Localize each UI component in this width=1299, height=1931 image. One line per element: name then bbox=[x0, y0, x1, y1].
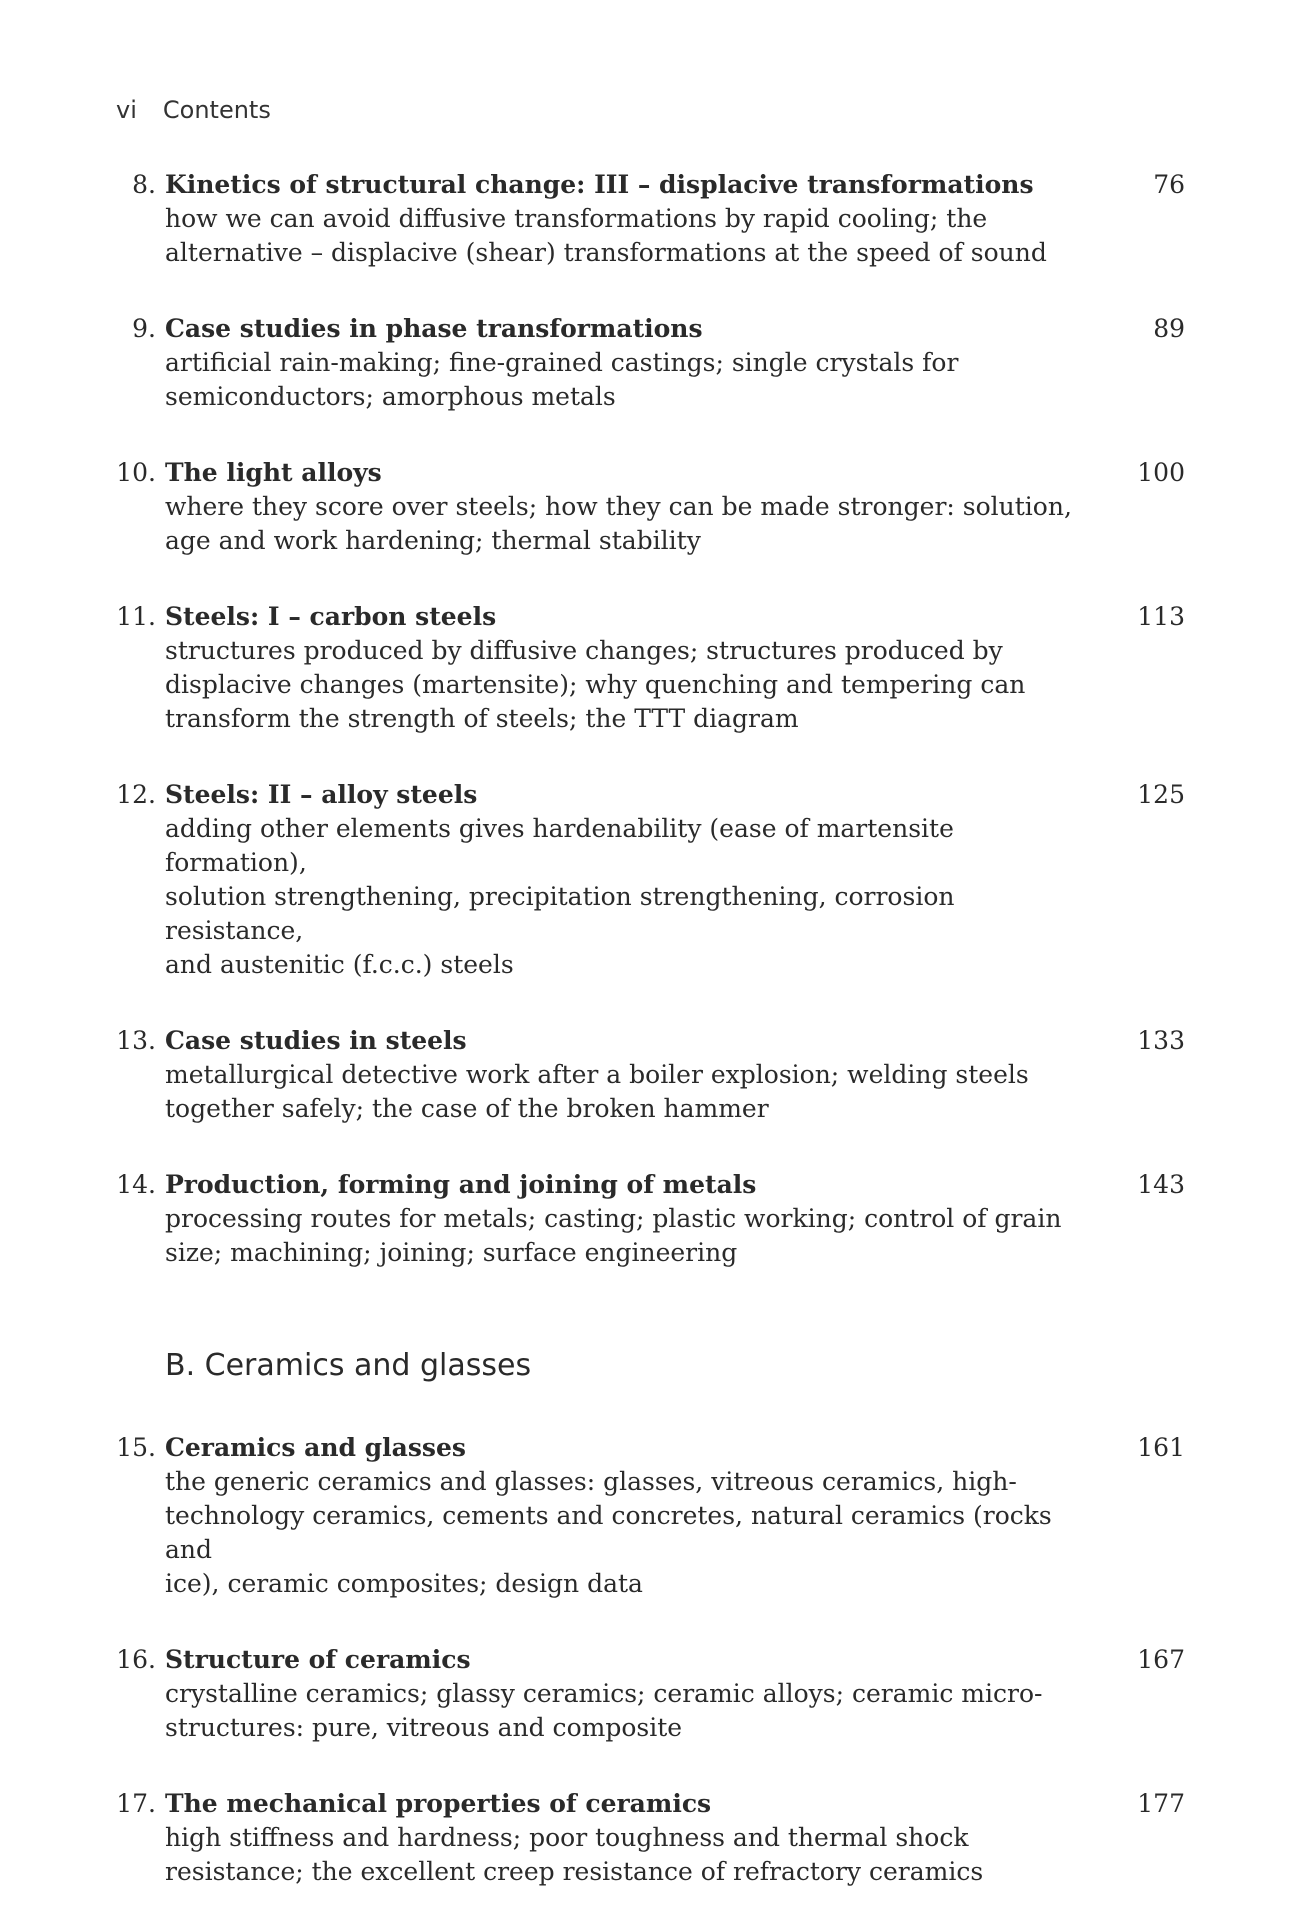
chapter-page-number: 143 bbox=[1137, 1170, 1185, 1199]
toc-entry bbox=[110, 1787, 1185, 1889]
chapter-description: structures produced by diffusive changes; structures produced by displacive changes (martensite); why quenching and tempering can transform the strength of steels; the TTT diagram bbox=[165, 636, 1026, 733]
toc-entry bbox=[110, 168, 1185, 270]
running-header bbox=[116, 96, 271, 124]
chapter-title: Case studies in steels bbox=[165, 1026, 467, 1055]
chapter-title: Production, forming and joining of metals bbox=[165, 1170, 757, 1199]
toc-entry bbox=[110, 1643, 1185, 1745]
chapter-description: processing routes for metals; casting; plastic working; control of grain size; machining; joining; surface engineering bbox=[165, 1204, 1062, 1267]
chapter-number: 17. bbox=[116, 1789, 156, 1818]
chapter-description: artificial rain-making; fine-grained castings; single crystals for semiconductors; amorphous metals bbox=[165, 348, 959, 411]
chapter-page-number: 113 bbox=[1137, 602, 1185, 631]
chapter-page-number: 100 bbox=[1137, 458, 1185, 487]
toc-entry bbox=[110, 1168, 1185, 1270]
chapter-page-number: 89 bbox=[1153, 314, 1185, 343]
chapter-description: crystalline ceramics; glassy ceramics; ceramic alloys; ceramic micro- structures: pure, vitreous and composite bbox=[165, 1679, 1043, 1742]
page-number: vi bbox=[116, 96, 137, 124]
chapter-description: adding other elements gives hardenability (ease of martensite formation), solution strengthening, precipitation strengthening, corrosion resistance, and austenitic (f.c.c.) steels bbox=[165, 814, 955, 979]
chapter-title: Case studies in phase transformations bbox=[165, 314, 703, 343]
chapter-page-number: 177 bbox=[1137, 1789, 1185, 1818]
chapter-page-number: 76 bbox=[1153, 170, 1185, 199]
toc-group-ceramics bbox=[110, 1431, 1185, 1889]
chapter-number: 16. bbox=[116, 1645, 156, 1674]
chapter-title: Structure of ceramics bbox=[165, 1645, 471, 1674]
chapter-number: 14. bbox=[116, 1170, 156, 1199]
chapter-number: 12. bbox=[116, 780, 156, 809]
chapter-page-number: 133 bbox=[1137, 1026, 1185, 1055]
toc-entry bbox=[110, 600, 1185, 736]
chapter-number: 9. bbox=[132, 314, 156, 343]
section-heading: B. Ceramics and glasses bbox=[165, 1348, 532, 1383]
toc-entry bbox=[110, 456, 1185, 558]
running-title: Contents bbox=[162, 96, 271, 124]
chapter-title: Steels: I – carbon steels bbox=[165, 602, 497, 631]
chapter-page-number: 167 bbox=[1137, 1645, 1185, 1674]
chapter-title: Ceramics and glasses bbox=[165, 1433, 466, 1462]
toc-entry bbox=[110, 1024, 1185, 1126]
toc-entry bbox=[110, 1431, 1185, 1601]
chapter-number: 8. bbox=[132, 170, 156, 199]
chapter-number: 11. bbox=[116, 602, 156, 631]
chapter-description: high stiffness and hardness; poor toughness and thermal shock resistance; the excellent creep resistance of refractory ceramics bbox=[165, 1823, 984, 1886]
chapter-page-number: 161 bbox=[1137, 1433, 1185, 1462]
chapter-number: 13. bbox=[116, 1026, 156, 1055]
chapter-description: metallurgical detective work after a boiler explosion; welding steels together safely; the case of the broken hammer bbox=[165, 1060, 1029, 1123]
toc-entry bbox=[110, 778, 1185, 982]
chapter-description: how we can avoid diffusive transformations by rapid cooling; the alternative – displacive (shear) transformations at the speed of sound bbox=[165, 204, 1047, 267]
chapter-title: Kinetics of structural change: III – displacive transformations bbox=[165, 170, 1034, 199]
chapter-page-number: 125 bbox=[1137, 780, 1185, 809]
chapter-description: the generic ceramics and glasses: glasses, vitreous ceramics, high- technology ceramics, cements and concretes, natural ceramics (rocks and ice), ceramic composites; design data bbox=[165, 1467, 1052, 1598]
toc-entry bbox=[110, 312, 1185, 414]
toc-group-metals bbox=[110, 168, 1185, 1270]
chapter-number: 15. bbox=[116, 1433, 156, 1462]
chapter-title: The mechanical properties of ceramics bbox=[165, 1789, 712, 1818]
chapter-number: 10. bbox=[116, 458, 156, 487]
table-of-contents bbox=[110, 168, 1185, 1931]
chapter-description: where they score over steels; how they can be made stronger: solution, age and work hardening; thermal stability bbox=[165, 492, 1072, 555]
chapter-title: The light alloys bbox=[165, 458, 382, 487]
chapter-title: Steels: II – alloy steels bbox=[165, 780, 478, 809]
